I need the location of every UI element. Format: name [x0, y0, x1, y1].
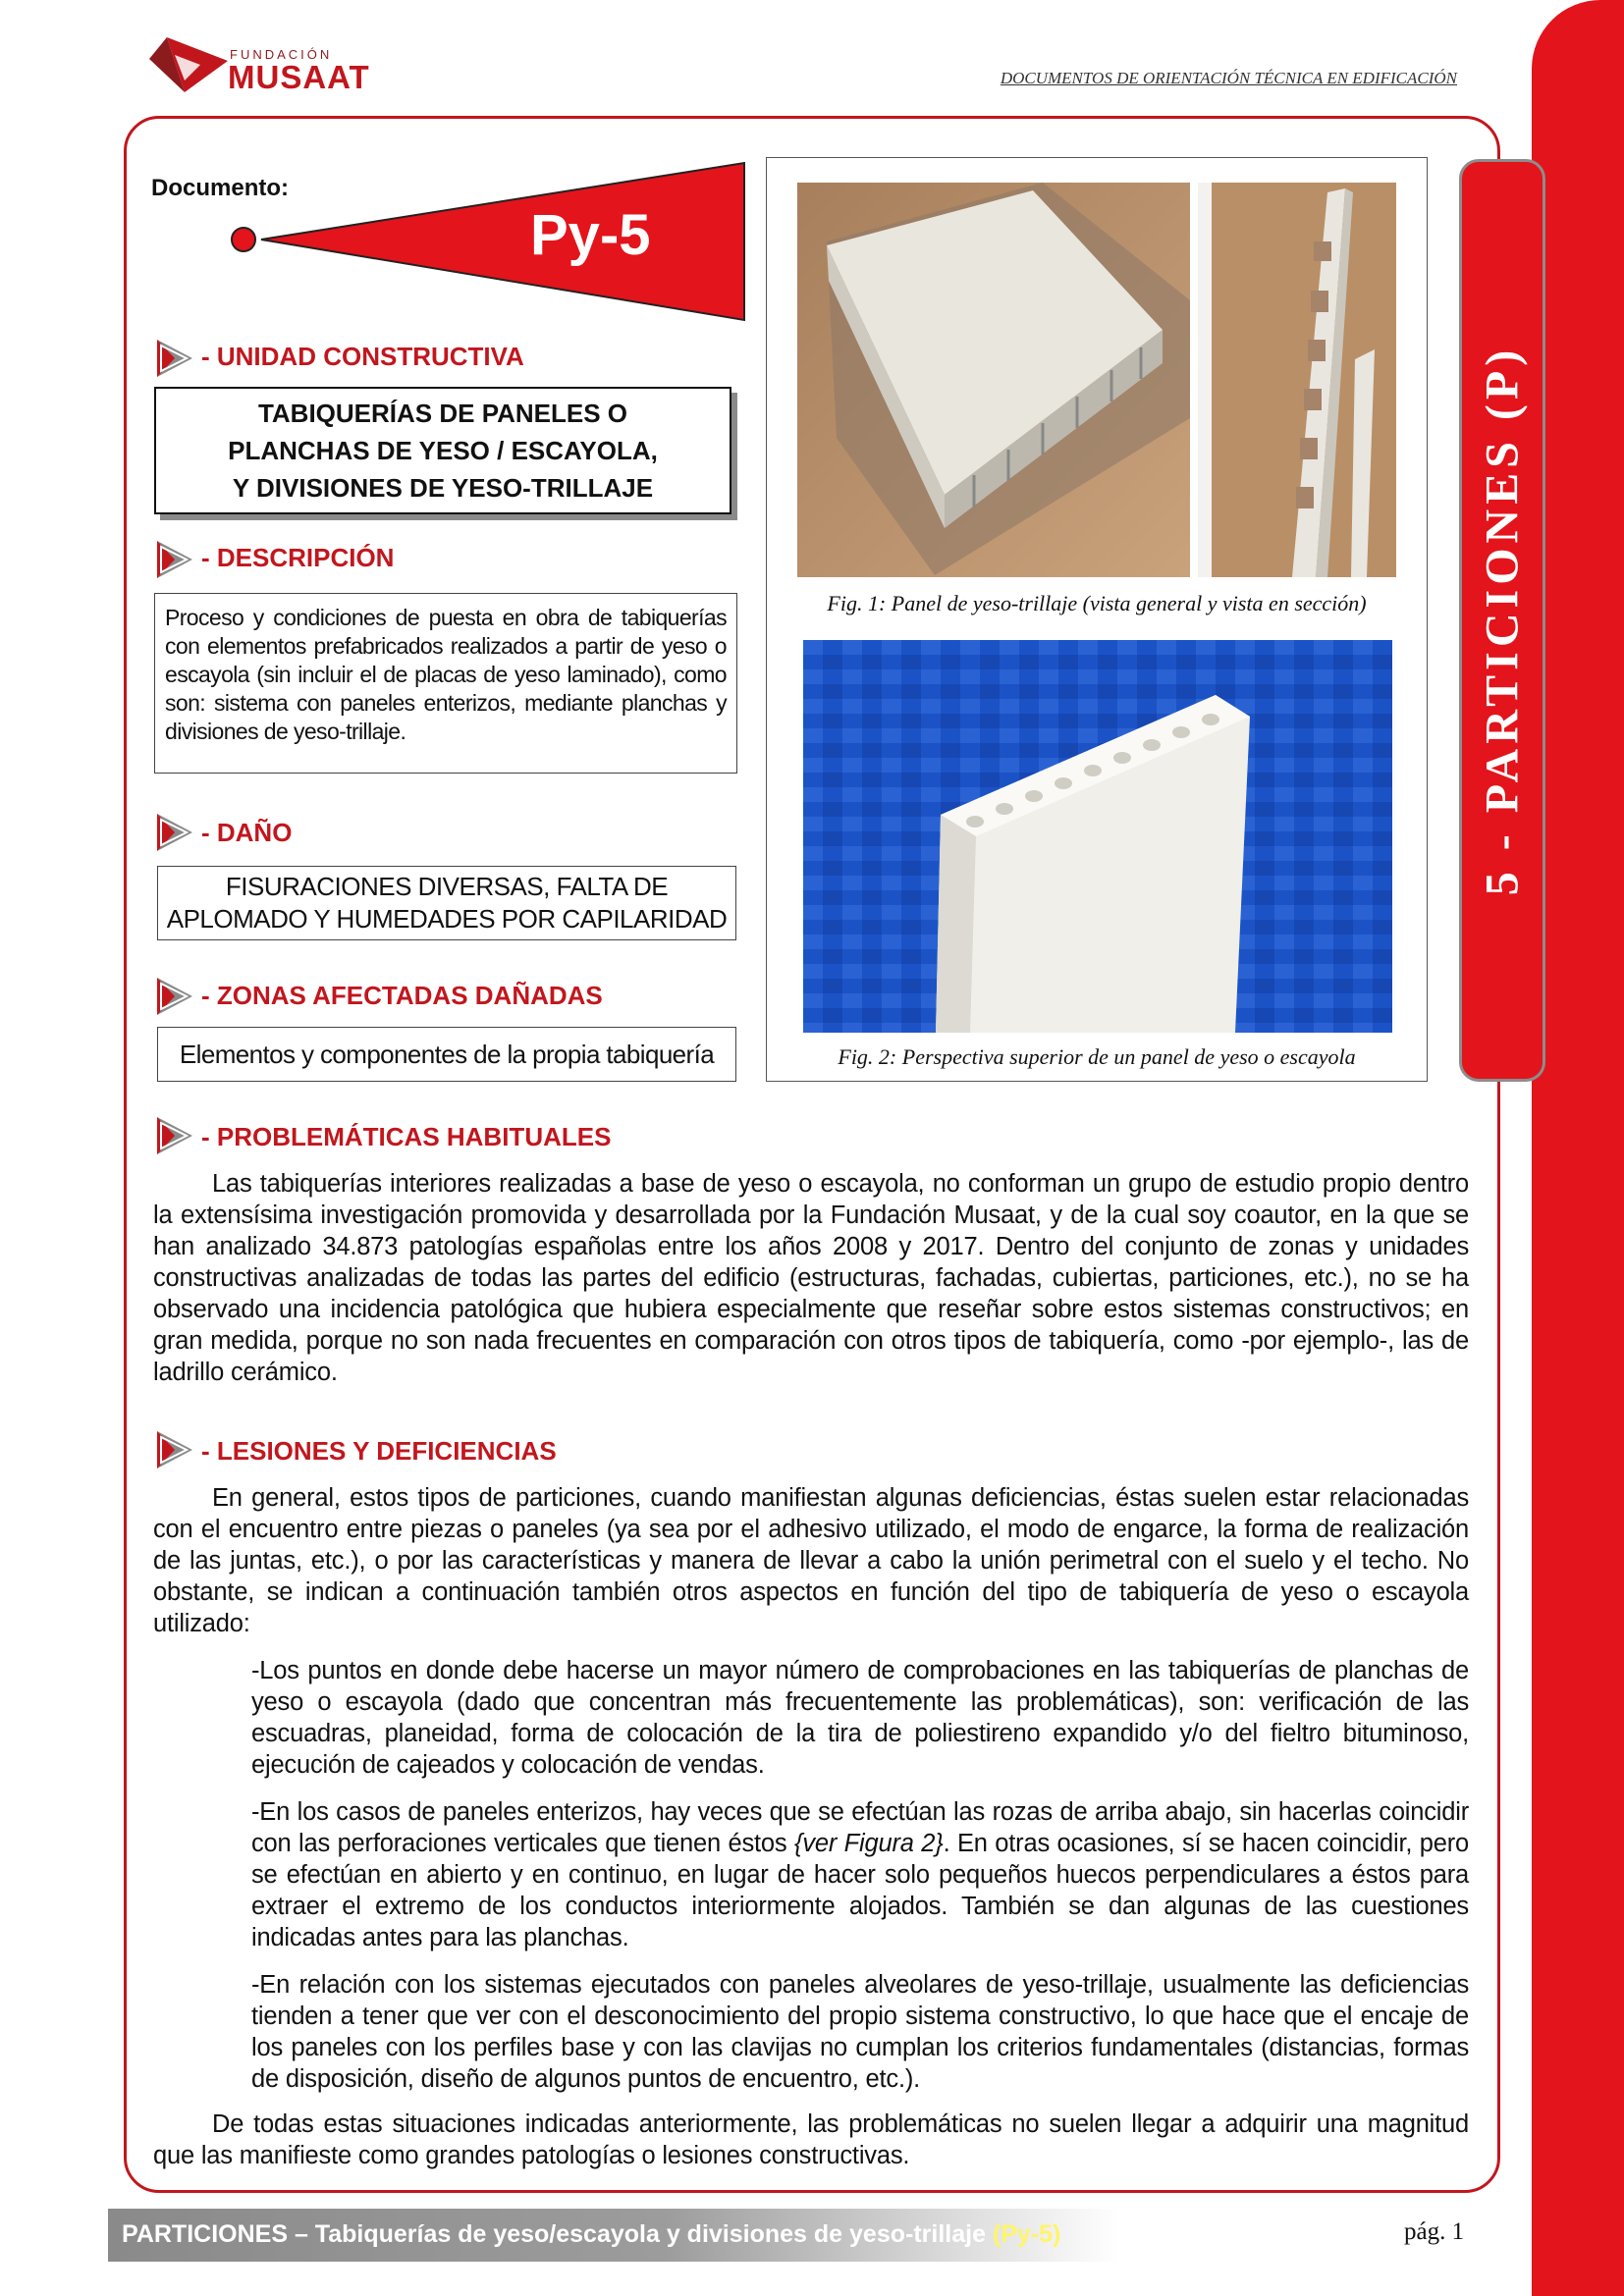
item-paneles-text-a: -En los casos de paneles enterizos, hay veces que se efectúan las rozas de arriba abajo, sin hacerlas coincidir con las perforaciones verticales que tienen éstos — [251, 1798, 1469, 1857]
item-paneles-text-b: . En otras ocasiones, sí se hacen coincidir, pero se efectúan en abierto y en continuo, en lugar de hacer solo pequeños huecos perpendiculares a éstos para extraer el extremo de los conductos interiormente alojados. También se dan algunas de las cuestiones indicadas antes para las planchas. — [251, 1830, 1469, 1951]
unidad-line: PLANCHAS DE YESO / ESCAYOLA, — [228, 436, 658, 465]
section-arrow-icon — [155, 976, 206, 1017]
descripcion-box — [154, 593, 737, 774]
fig1-section-photo — [1198, 183, 1396, 577]
page-number: pág. 1 — [1404, 2218, 1465, 2245]
zonas-text: Elementos y componentes de la propia tabiquería — [179, 1039, 715, 1069]
lesiones-item-paneles — [251, 1796, 1469, 1953]
figure-reference: {ver Figura 2} — [794, 1830, 944, 1857]
unidad-line: TABIQUERÍAS DE PANELES O — [257, 399, 628, 428]
section-arrow-icon — [155, 338, 206, 379]
category-side-tab — [1459, 159, 1545, 1082]
section-title-problematicas: - PROBLEMÁTICAS HABITUALES — [201, 1122, 612, 1151]
fig1-panel-photo — [797, 183, 1190, 577]
document-pointer-icon — [224, 161, 754, 324]
zonas-box — [157, 1027, 736, 1082]
section-arrow-icon — [155, 539, 206, 580]
header-title: DOCUMENTOS DE ORIENTACIÓN TÉCNICA EN EDIFICACIÓN — [1000, 69, 1457, 87]
descripcion-text: Proceso y condiciones de puesta en obra de tabiquerías con elementos prefabricados realizados a partir de yeso o escayola (sin incluir el de placas de yeso laminado), como son: sistema con paneles enterizos, mediante planchas y divisiones de yeso-trillaje. — [165, 605, 727, 744]
section-title-zonas: - ZONAS AFECTADAS DAÑADAS — [201, 981, 603, 1010]
logo-big-text: MUSAAT — [228, 59, 370, 95]
document-label: Documento: — [151, 175, 289, 201]
dano-box — [157, 866, 736, 940]
unidad-line: Y DIVISIONES DE YESO-TRILLAJE — [232, 473, 654, 503]
section-title-lesiones: - LESIONES Y DEFICIENCIAS — [201, 1436, 557, 1466]
lesiones-closing-paragraph: De todas estas situaciones indicadas anteriormente, las problemáticas no suelen llegar a adquirir una magnitud que las manifieste como grandes patologías o lesiones constructivas. — [153, 2110, 1469, 2169]
category-side-tab-label: 5 - PARTICIONES (P) — [1476, 345, 1529, 896]
footer-title-text: PARTICIONES – Tabiquerías de yeso/escayola y divisiones de yeso-trillaje — [122, 2220, 993, 2248]
right-red-band — [1532, 0, 1624, 2296]
dano-text — [167, 871, 728, 935]
lesiones-item-planchas: -Los puntos en donde debe hacerse un mayor número de comprobaciones en las tabiquerías de planchas de yeso o escayola (dado que concentran más frecuentemente las problemáticas), son: verificación de las escuadras, planeidad, forma de colocación de la tira de poliestireno expandido y/o del fieltro bituminoso, ejecución de cajeados y colocación de vendas. — [251, 1657, 1469, 1779]
problematicas-paragraph: Las tabiquerías interiores realizadas a base de yeso o escayola, no conforman un grupo de estudio propio dentro la extensísima investigación promovida y desarrollada por la Fundación Musaat, y de la cual soy coautor, en la que se han analizado 34.873 patologías españolas entre los años 2008 y 2017. Dentro del conjunto de zonas y unidades constructivas analizadas de todas las partes del edificio (estructuras, fachadas, cubiertas, particiones, etc.), no se ha observado una incidencia patológica que hubiera especialmente que reseñar sobre estos sistemas constructivos; en gran medida, porque no son nada frecuentes en comparación con otros tipos de tabiquería, como -por ejemplo-, las de ladrillo cerámico. — [153, 1170, 1469, 1386]
lesiones-intro-paragraph: En general, estos tipos de particiones, cuando manifiestan algunas deficiencias, éstas suelen estar relacionadas con el encuentro entre piezas o paneles (ya sea por el adhesivo utilizado, el modo de engarce, la forma de realización de las juntas, etc.), o por las características y manera de llevar a cabo la unión perimetral con el suelo y el techo. No obstante, se indican a continuación también otros aspectos en función del tipo de tabiquería de yeso o escayola utilizado: — [153, 1484, 1469, 1637]
fig2-panel-photo — [803, 640, 1392, 1033]
dano-line: APLOMADO Y HUMEDADES POR CAPILARIDAD — [166, 904, 728, 934]
section-title-unidad: - UNIDAD CONSTRUCTIVA — [201, 342, 524, 371]
unidad-constructiva-box — [154, 387, 731, 514]
unidad-constructiva-text — [228, 395, 658, 507]
section-arrow-icon — [155, 812, 206, 853]
section-title-descripcion: - DESCRIPCIÓN — [201, 543, 395, 572]
section-title-dano: - DAÑO — [201, 818, 293, 847]
logo-small-text: FUNDACIÓN — [230, 47, 333, 62]
footer-title — [122, 2220, 1060, 2249]
section-arrow-icon — [155, 1115, 206, 1156]
section-arrow-icon — [155, 1429, 206, 1470]
document-code: Py-5 — [530, 203, 651, 267]
fig2-caption: Fig. 2: Perspectiva superior de un panel de yeso o escayola — [838, 1044, 1356, 1069]
footer-code: (Py-5) — [992, 2220, 1061, 2248]
fig1-caption: Fig. 1: Panel de yeso-trillaje (vista general y vista en sección) — [827, 591, 1367, 615]
lesiones-item-trillaje: -En relación con los sistemas ejecutados con paneles alveolares de yeso-trillaje, usualmente las deficiencias tienden a tener que ver con el desconocimiento del propio sistema constructivo, lo que hace que el encaje de los paneles con los perfiles base y con las clavijas no cumplan los criterios fundamentales (distancias, formas de disposición, diseño de algunos puntos de encuentro, etc.). — [251, 1971, 1469, 2093]
musaat-logo-icon — [149, 37, 228, 92]
dano-line: FISURACIONES DIVERSAS, FALTA DE — [225, 872, 669, 901]
